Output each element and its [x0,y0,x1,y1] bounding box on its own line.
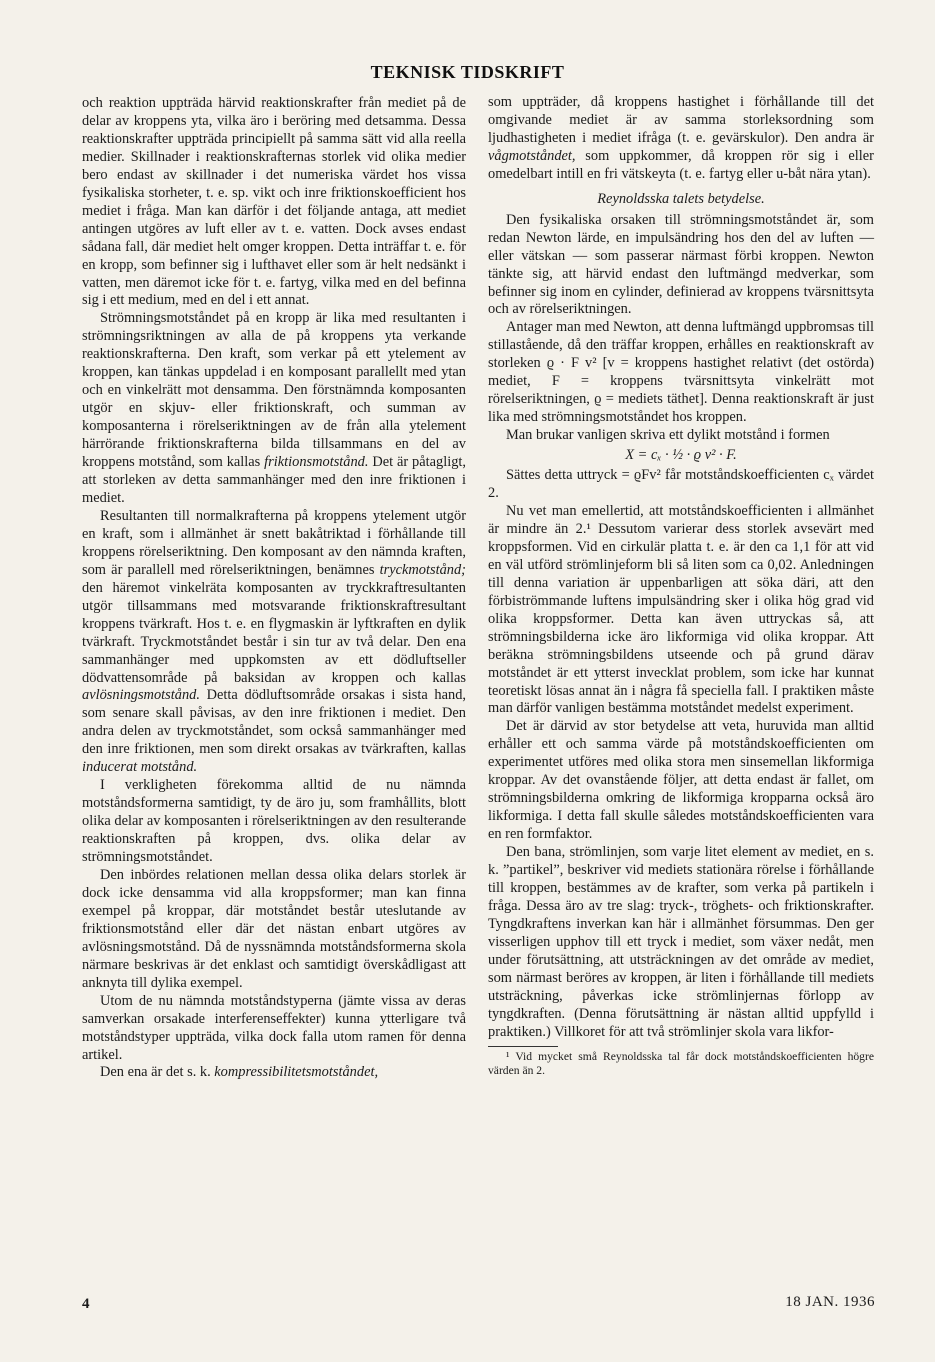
term: tryckmotstånd; [379,561,466,578]
term: friktionsmotstånd. [264,454,369,471]
term: inducerat motstånd. [82,759,198,776]
paragraph: Resultanten till normalkrafterna på kroppens ytelement utgör en kraft, som i allmänhet är snett bakåtriktad i förhållande till kroppens rörelseriktning. Den komposant av den nämnda kraften, som är parallell med rörelseriktningen, benämnes tryckmotstånd; den häremot vinkelräta komposanten av tryckkraftresultanten utgör tillsammans med motsvarande friktionskraftresultant kroppens tvärkraft. Hos t. e. en flygmaskin är lyftkraften en dylik tvärkraft. Tryckmotståndet består i sin tur av två delar. Den ena sammanhänger med uppkomsten av ett dödluftseller dödvattensområde på baksidan av kroppen och kallas avlösningsmotstånd. Detta dödluftsområde orsakas i sista hand, som senare skall påvisas, av den inre friktionen i mediet. Den andra delen av tryckmotståndet, som också sammanhänger med den inre friktionen, men som direkt orsakas av tvärkraften, kallas inducerat motstånd. [82,507,466,776]
paragraph: Strömningsmotståndet på en kropp är lika med resultanten i strömningsriktningen av alla de på kroppens yta verkande reaktionskrafterna. Den kraft, som verkar på ett ytelement av kroppen, kan tänkas uppdelad i en komposant parallellt med ytan och en vinkelrätt mot densamma. Den förstnämnda komposanten utgör en skjuv- eller friktionskraft, och summan av komposanterna i rörelseriktningen av de från alla ytelement härrörande friktionskrafterna bilda tillsammans en del av kroppens motstånd, som kallas friktionsmotstånd. Det är påtagligt, att storleken av detta sammanhänger med den inre friktionen i mediet. [82,310,466,506]
term: kompressibilitetsmotståndet, [214,1064,379,1081]
footnote-divider [488,1046,558,1047]
paragraph: Man brukar vanligen skriva ett dylikt motstånd i formen [506,427,830,444]
drag-formula: X = cₓ · ½ · ϱ v² · F. [625,447,737,464]
paragraph: som uppträder, då kroppens hastighet i förhållande till det omgivande mediet är av samma storleksordning som ljudhastigheten i mediet ifråga (t. e. gevärskulor). Den andra är vågmotståndet, som uppkommer, då kroppen rör sig i eller omedelbart intill en fri vätskeyta (t. e. fartyg eller u-båt nära ytan). [488,94,874,182]
paragraph: Nu vet man emellertid, att motståndskoefficienten i allmänhet är mindre än 2.¹ Dessutom varierar dess storlek avsevärt med kroppsformen. Vid en cirkulär platta t. e. är den ca 1,1 för att vid en väl utförd strömlinjeform bli så liten som ca 0,02. Anledningen till denna variation är uppenbarligen att söka däri, att den förbiströmmande luftens impulsändring sker i olika hög grad vid olika kroppsformer. Detta kan även uttryckas så, att strömningsbilderna icke äro likformiga vid olika kroppar. Att beräkna strömningsbildens utseende och på grund därav motståndet är ett ytterst invecklat problem, som icke har kunnat teoretiskt lösas annat än i några få speciella fall. I praktiken måste man därför vanligen bestämma motståndet medelst experiment. [488,502,874,717]
paragraph: Den ena är det s. k. kompressibilitetsmotståndet, [100,1064,379,1081]
paragraph: Den inbördes relationen mellan dessa olika delars storlek är dock icke densamma vid alla kroppsformer; man kan finna exempel på kroppar, där motståndet består uteslutande av friktionsmotstånd eller där det nästan enbart utgöres av avlösningsmotstånd. Då de nyssnämnda motståndsformerna skola närmare beskrivas är det enklast och samtidigt överskådligast att anknyta till dylika exempel. [82,866,466,991]
journal-masthead: TEKNISK TIDSKRIFT [370,62,565,82]
paragraph: I verkligheten förekomma alltid de nu nämnda motståndsformerna samtidigt, ty de äro ju, som framhållits, blott olika delar av komposanten i rörelseriktningen av den resulterande reaktionskraften på kroppen, dvs. olika delar av strömningsmotståndet. [82,777,466,866]
paragraph: Antager man med Newton, att denna luftmängd uppbromsas till stillastående, då den träffar kroppen, erhålles en reaktionskraft av storleken ϱ · F v² [v = kroppens hastighet relativt (det ostörda) mediet, F = kroppens tvärsnittsyta vinkelrätt mot rörelseriktningen, ϱ = mediets täthet]. Denna reaktionskraft är just lika med strömningsmotståndet hos kroppen. [488,319,874,426]
term: vågmotståndet, [488,147,576,164]
paragraph: Den fysikaliska orsaken till strömningsmotståndet är, som redan Newton lärde, en impulsändring hos den del av luften — eller vätskan — som passerar närmast förbi kroppen. Newton tänkte sig, att härvid endast den luftmängd medverkar, som befinner sig inom en cylinder, definierad av kroppens tvärsnittsyta och av rörelseriktningen. [488,211,874,318]
paragraph: Den bana, strömlinjen, som varje litet element av mediet, en s. k. ”partikel”, beskriver vid mediets stationära rörelse i förhållande till kroppen, bestämmes av de krafter, som verka på partikeln i fråga. Dessa äro av tre slag: tryck-, tröghets- och friktionskrafter. Tyngdkraftens inverkan kan här i allmänhet försummas. Den ger visserligen upphov till ett tryck i mediet, som växer nedåt, men under förutsättning, att utsträckningen av det område av mediet, som närmast beröres av kroppen, är liten i förhållande till mediets utsträckning, påverkas icke strömlinjernas förlopp av tyngdkraften. (Denna förutsättning är nästan alltid uppfylld i praktiken.) Villkoret för att två strömlinjer skola vara likfor- [488,844,874,1040]
right-column [488,94,874,1079]
section-heading: Reynoldsska talets betydelse. [597,190,765,207]
paragraph: Sättes detta uttryck = ϱFv² får motståndskoefficienten cₓ värdet 2. [488,467,874,502]
page-number: 4 [82,1296,90,1312]
paragraph: Utom de nu nämnda motståndstyperna (jämte vissa av deras samverkan orsakade interferenseffekter) kunna ytterligare två motståndstyper uppträda, vilka dock falla utom ramen för denna artikel. [82,992,466,1063]
issue-date: 18 JAN. 1936 [785,1294,875,1310]
paragraph: och reaktion uppträda härvid reaktionskrafter från mediet på de delar av kroppens yta, vilka äro i beröring med detsamma. Dessa reaktionskrafter uppträda principiellt på samma sätt vid alla reella medier. Skillnader i reaktionskrafternas storlek vid olika medier bero endast av skillnader i det numeriska värdet hos vissa fysikaliska storheter, t. e. sp. vikt och inre friktionskoefficient hos mediet i fråga. Man kan därför i det följande antaga, att mediet antingen utgöres av luft eller av t. e. vatten. Dock avses endast sådana fall, där mediet helt omger kroppen. Detta inträffar t. e. för en kropp, som befinner sig i lufthavet eller som är helt nedsänkt i vatten, men däremot icke för t. e. fartyg, vilka med en del befinna sig i ett medium, med en del i ett annat. [82,95,466,309]
footnote: ¹ Vid mycket små Reynoldsska tal får dock motståndskoefficienten högre värden än 2. [488,1049,874,1078]
paragraph: Det är därvid av stor betydelse att veta, huruvida man alltid erhåller ett och samma värde på motståndskoefficienten om experimentet utföres med olika stora men sinsemellan likformiga kroppar. Av det ovanstående följer, att detta endast är fallet, om strömningsbilderna omkring de likformiga kropparna också äro likformiga. I detta fall skulle således motståndskoefficienten vara en ren formfaktor. [488,718,874,843]
term: avlösningsmotstånd. [82,687,200,704]
left-column [82,95,466,1082]
